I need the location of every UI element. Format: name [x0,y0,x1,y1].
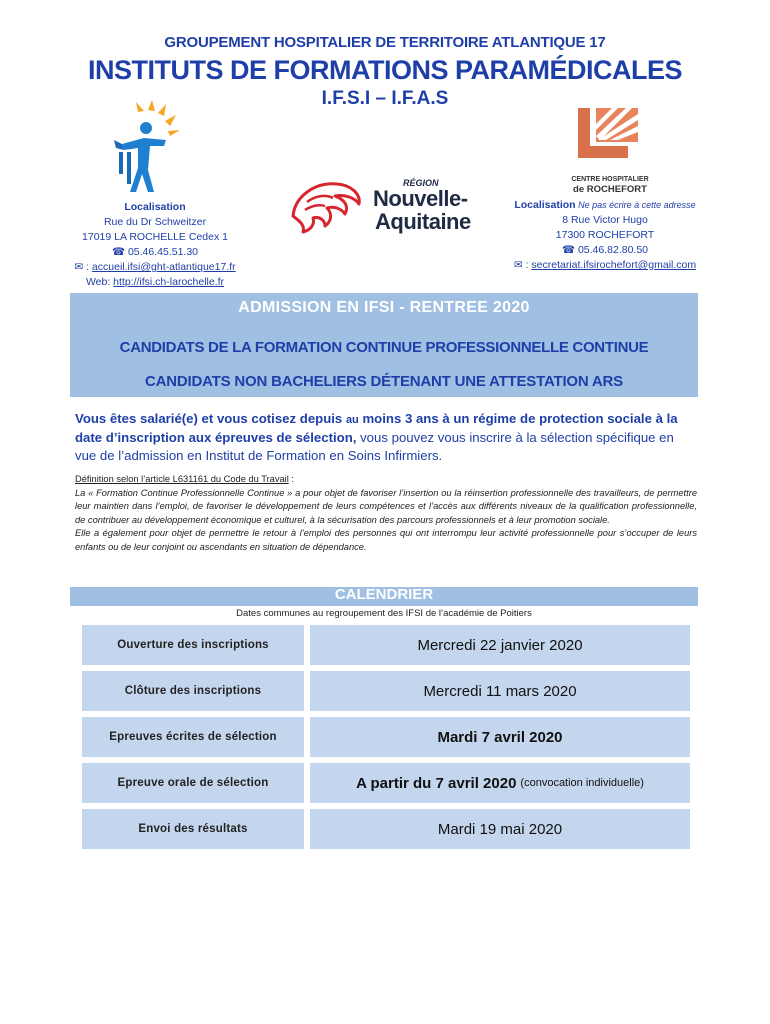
intro-bold-a: Vous êtes salarié(e) et vous cotisez depuis [75,411,346,426]
email-prefix: : [83,261,92,273]
intro-small-au: au [345,414,359,426]
calendar-row-label: Epreuve orale de sélection [82,763,304,803]
ch-label-line1: CENTRE HOSPITALIER [571,176,649,183]
location-rochefort [505,198,705,273]
location-city: 17300 ROCHEFORT [555,229,655,241]
location-street: Rue du Dr Schweitzer [103,216,207,228]
web-link[interactable]: http://ifsi.ch-larochelle.fr [113,276,225,288]
location-web-row [70,275,240,290]
mail-icon: ✉ [513,259,523,271]
calendar-row-value: A partir du 7 avril 2020 [356,774,517,792]
definition-block [75,473,697,555]
web-prefix: Web: [85,276,114,288]
admission-subtitle-non-bachelor: CANDIDATS NON BACHELIERS DÉTENANT UNE ATTESTATION ARS [144,373,623,390]
ch-rochefort-logo [560,104,660,196]
region-lion-icon [285,176,365,236]
ch-rochefort-emblem-icon [568,106,648,172]
ifsi-logo [108,100,190,196]
phone-icon: ☎ [561,244,578,256]
definition-para1: La « Formation Continue Professionnelle Continue » a pour objet de favoriser l’insertion ou la réinsertion professionnelle des travailleurs, de permettre leur maintien dans l’emploi, de favoriser le développement de leurs compétences et l’accès aux différents niveaux de la qualification professionnelle, de contribuer au développement économique et culturel, à la sécurisation des parcours professionnels et à leur promotion sociale. [75,487,697,525]
location-city: 17019 LA ROCHELLE Cedex 1 [82,231,228,243]
email-prefix: : [522,259,532,271]
header-group-name: GROUPEMENT HOSPITALIER DE TERRITOIRE ATLANTIQUE 17 [164,34,606,51]
calendar-subtitle: Dates communes au regroupement des IFSI de l’académie de Poitiers [236,608,532,619]
definition-lead-row [75,473,697,487]
region-label-small: RÉGION [403,178,439,188]
location-title: Localisation [514,199,576,211]
header-ifsi-ifas: I.F.S.I – I.F.A.S [321,88,449,109]
definition-para2: Elle a également pour objet de permettre le retour à l’emploi des personnes qui ont interrompu leur activité professionnelle pour s’occuper de leurs enfants ou de leur conjoint ou ascendants en situation de dépendance. [75,528,697,552]
region-name-line1: Nouvelle- [373,186,468,211]
location-email-row [505,258,705,273]
calendar-row-value-wrap [310,717,690,757]
intro-paragraph [75,410,695,465]
calendar-row-value: Mercredi 22 janvier 2020 [310,625,690,665]
admission-subtitle-continuing: CANDIDATS DE LA FORMATION CONTINUE PROFESSIONNELLE CONTINUE [119,339,649,356]
calendar-row-label: Envoi des résultats [82,809,304,849]
location-phone: 05.46.45.51.30 [127,246,199,258]
email-link[interactable]: secretariat.ifsirochefort@gmail.com [531,259,697,271]
header-institutes-title: INSTITUTS DE FORMATIONS PARAMÉDICALES [88,55,682,85]
intro-bold-b: moins 3 ans à un régime de protection sociale à la date d’inscription aux épreuves de sélection, [75,411,678,445]
location-email-row [70,260,240,275]
intro-normal: vous pouvez vous inscrire à la sélection spécifique en vue de l’admission en Institut de Formation en Soins Infirmiers. [75,430,674,463]
location-la-rochelle [70,200,240,290]
calendar-row-value: Mardi 7 avril 2020 [437,728,563,746]
phone-icon: ☎ [111,246,128,258]
calendar-row-label: Clôture des inscriptions [82,671,304,711]
location-street: 8 Rue Victor Hugo [562,214,648,226]
location-phone-row [70,245,240,260]
calendar-row-label: Epreuves écrites de sélection [82,717,304,757]
calendar-row-value: Mardi 19 mai 2020 [310,809,690,849]
calendar-row-note: (convocation individuelle) [520,777,644,789]
region-name-line2: Aquitaine [375,209,471,234]
location-note: Ne pas écrire à cette adresse [575,200,696,210]
definition-lead-suffix: : [288,474,294,484]
admission-title: ADMISSION EN IFSI - RENTREE 2020 [238,299,530,316]
mail-icon: ✉ [74,261,84,273]
ch-label-line2: de ROCHEFORT [573,184,647,195]
definition-lead: Définition selon l’article L631161 du Code du Travail [75,474,289,484]
location-title-row [505,198,705,213]
calendar-row-value: Mercredi 11 mars 2020 [310,671,690,711]
location-phone: 05.46.82.80.50 [577,244,649,256]
location-title: Localisation [124,201,186,213]
calendar-row-value-wrap [310,763,690,803]
calendar-title: CALENDRIER [334,586,434,603]
calendar-row-label: Ouverture des inscriptions [82,625,304,665]
email-link[interactable]: accueil.ifsi@ght-atlantique17.fr [91,261,236,273]
region-logo [285,172,490,237]
location-phone-row [505,243,705,258]
